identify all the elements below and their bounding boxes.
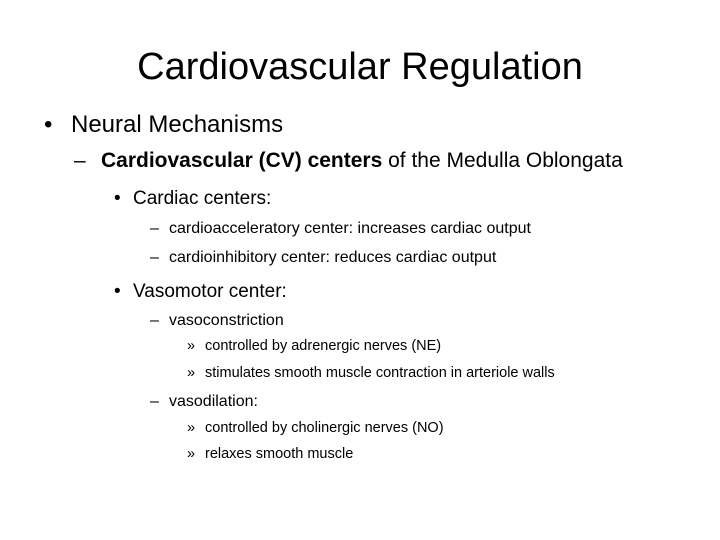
dash-marker: –: [150, 393, 159, 410]
cardioinhibitory-text: cardioinhibitory center: reduces cardiac output: [169, 249, 497, 266]
relaxes-text: relaxes smooth muscle: [205, 446, 354, 462]
dash-marker: –: [150, 220, 159, 237]
raquo-marker: »: [187, 338, 196, 354]
dash-marker: –: [150, 249, 159, 266]
vasomotor-center-text: Vasomotor center:: [133, 281, 287, 302]
raquo-marker: »: [187, 420, 196, 436]
cv-centers-text: [101, 148, 623, 174]
vasodilation-text: vasodilation:: [169, 393, 258, 410]
stimulates-text: stimulates smooth muscle contraction in arteriole walls: [205, 365, 555, 381]
vasoconstriction-text: vasoconstriction: [169, 312, 284, 329]
bullet-marker: •: [114, 281, 121, 302]
slide-title: Cardiovascular Regulation: [137, 46, 583, 88]
dash-marker: –: [74, 149, 86, 172]
cholinergic-text: controlled by cholinergic nerves (NO): [205, 420, 444, 436]
cv-centers-rest: of the Medulla Oblongata: [382, 149, 623, 172]
bullet-marker: •: [114, 188, 121, 209]
raquo-marker: »: [187, 365, 196, 381]
dash-marker: –: [150, 312, 159, 329]
neural-mechanisms-text: Neural Mechanisms: [71, 111, 284, 138]
cardioacceleratory-text: cardioacceleratory center: increases cardiac output: [169, 220, 531, 237]
raquo-marker: »: [187, 446, 196, 462]
adrenergic-text: controlled by adrenergic nerves (NE): [205, 338, 442, 354]
bullet-marker: •: [44, 111, 53, 138]
cardiac-centers-text: Cardiac centers:: [133, 188, 272, 209]
cv-centers-bold: Cardiovascular (CV) centers: [101, 149, 383, 172]
